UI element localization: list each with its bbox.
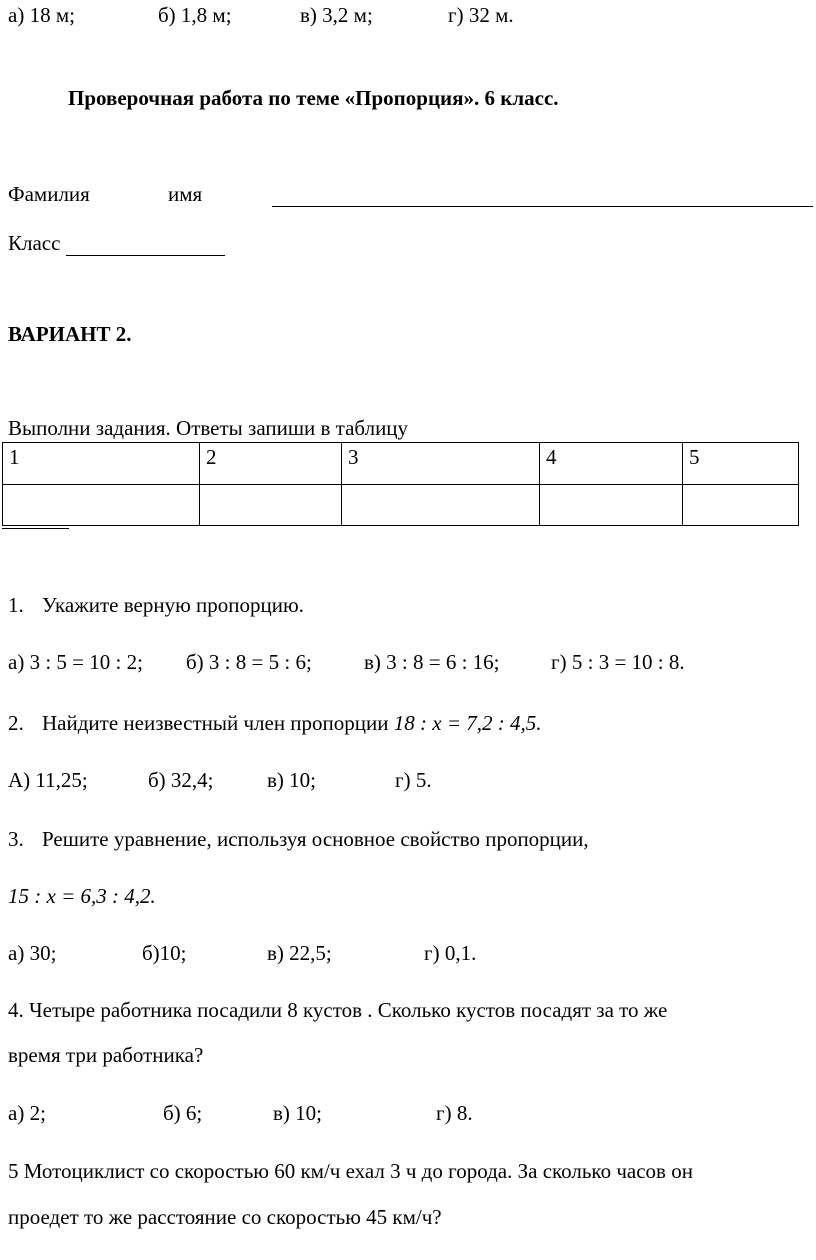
- q4-option-a: а) 2;: [8, 1101, 46, 1125]
- answer-table: [2, 442, 799, 526]
- q3-formula: 15 : x = 6,3 : 4,2.: [8, 884, 156, 908]
- answer-cell-4[interactable]: [540, 485, 683, 526]
- q2-option-a: А) 11,25;: [8, 768, 88, 792]
- prev-option-a: а) 18 м;: [8, 3, 75, 27]
- q2-text: [42, 713, 541, 734]
- answer-cell-2[interactable]: [200, 485, 342, 526]
- q3-option-a: а) 30;: [8, 941, 57, 965]
- q2-option-b: б) 32,4;: [148, 768, 214, 792]
- answer-table-header-cell: 1: [3, 443, 200, 485]
- answer-table-answer-row: [3, 485, 799, 526]
- answer-cell-3[interactable]: [342, 485, 540, 526]
- q3-option-c: в) 22,5;: [267, 941, 332, 965]
- q5-text-line2: проедет то же расстояние со скоростью 45 км/ч?: [8, 1205, 442, 1229]
- surname-label: Фамилия: [8, 182, 90, 206]
- page-title: Проверочная работа по теме «Пропорция». 6 класс.: [68, 86, 559, 110]
- q1-option-c: в) 3 : 8 = 6 : 16;: [364, 650, 500, 674]
- stray-underline: [2, 528, 69, 529]
- q3-option-b: б)10;: [142, 941, 187, 965]
- name-blank-line[interactable]: [272, 206, 813, 207]
- q2-formula: 18 : x = 7,2 : 4,5.: [393, 711, 542, 735]
- class-label: Класс: [8, 231, 61, 255]
- q1-option-a: а) 3 : 5 = 10 : 2;: [8, 650, 143, 674]
- answer-table-header-row: [3, 443, 799, 485]
- q3-number: 3.: [8, 827, 24, 851]
- instruction-text: Выполни задания. Ответы запиши в таблицу: [8, 416, 409, 440]
- q2-option-d: г) 5.: [395, 768, 432, 792]
- q3-option-d: г) 0,1.: [424, 941, 477, 965]
- answer-table-header-cell: 5: [683, 443, 799, 485]
- q1-option-d: г) 5 : 3 = 10 : 8.: [551, 650, 685, 674]
- q5-text-line1: 5 Мотоциклист со скоростью 60 км/ч ехал 3 ч до города. За сколько часов он: [8, 1159, 693, 1183]
- q2-option-c: в) 10;: [267, 768, 316, 792]
- q2-text-main: Найдите неизвестный член пропорции: [42, 711, 389, 735]
- answer-table-header-cell: 2: [200, 443, 342, 485]
- q4-option-b: б) 6;: [163, 1101, 203, 1125]
- q3-text: Решите уравнение, используя основное свойство пропорции,: [42, 827, 589, 851]
- class-blank-line[interactable]: [66, 255, 225, 256]
- q4-text-line1: 4. Четыре работника посадили 8 кустов . Сколько кустов посадят за то же: [8, 998, 668, 1022]
- name-label: имя: [168, 182, 203, 206]
- prev-option-c: в) 3,2 м;: [300, 3, 373, 27]
- q4-option-c: в) 10;: [273, 1101, 322, 1125]
- q4-option-d: г) 8.: [436, 1101, 473, 1125]
- q1-option-b: б) 3 : 8 = 5 : 6;: [186, 650, 312, 674]
- answer-cell-5[interactable]: [683, 485, 799, 526]
- answer-table-header-cell: 4: [540, 443, 683, 485]
- variant-heading: ВАРИАНТ 2.: [8, 322, 132, 346]
- q1-text: Укажите верную пропорцию.: [42, 593, 304, 617]
- q4-text-line2: время три работника?: [8, 1043, 204, 1067]
- q1-number: 1.: [8, 593, 24, 617]
- q2-number: 2.: [8, 711, 24, 735]
- answer-cell-1[interactable]: [3, 485, 200, 526]
- answer-table-header-cell: 3: [342, 443, 540, 485]
- prev-option-b: б) 1,8 м;: [158, 3, 232, 27]
- prev-option-d: г) 32 м.: [448, 3, 514, 27]
